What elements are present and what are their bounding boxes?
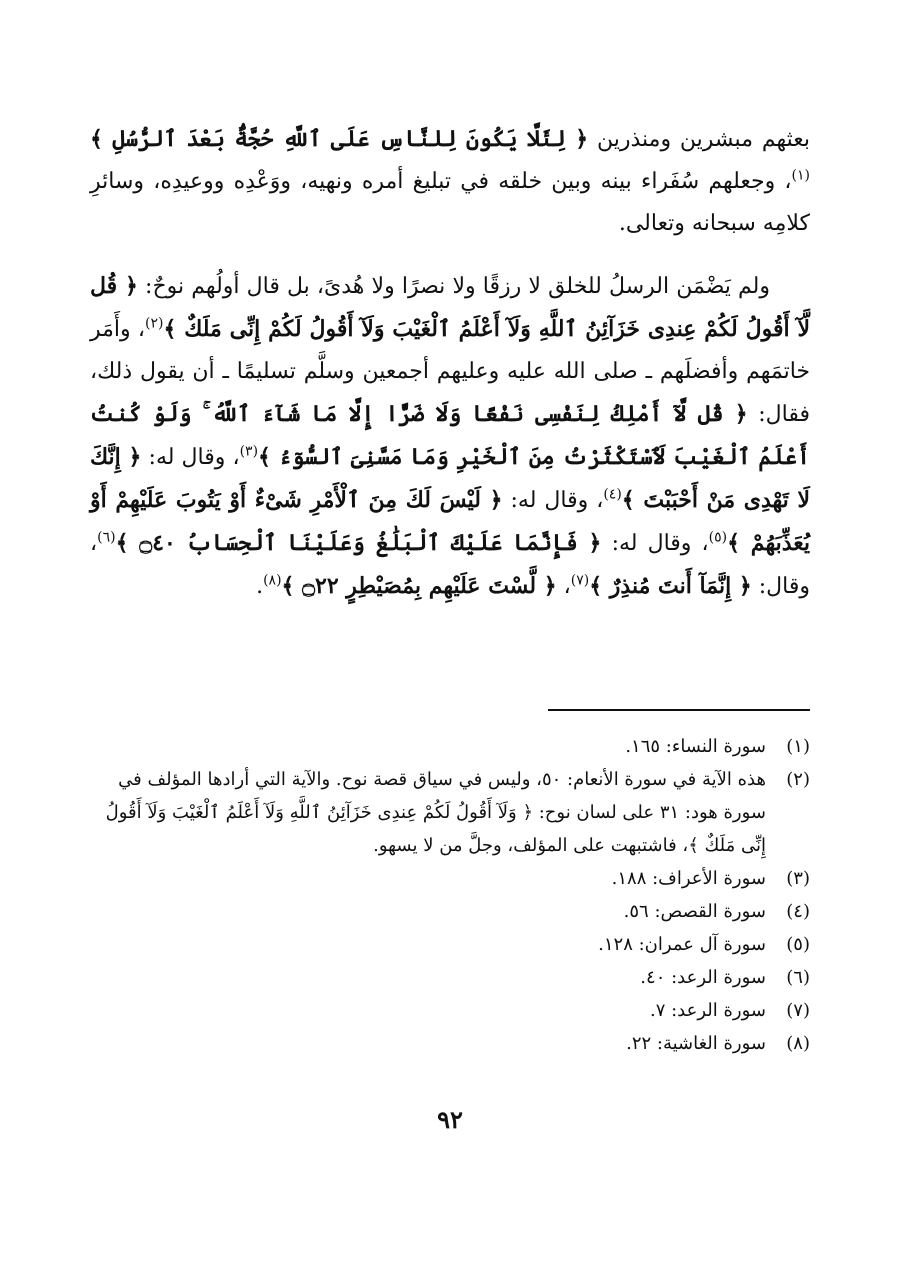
footnote-text: سورة النساء: ١٦٥. — [625, 736, 766, 757]
paragraph-text: ، وقال: — [90, 531, 810, 599]
footnote-ref[interactable]: (٢) — [144, 315, 164, 332]
quran-verse: ﴿ فَإِنَّمَا عَلَيْكَ ٱلْبَلَٰغُ وَعَلَيْنَا ٱلْحِسَابُ ۝٤٠ ﴾ — [115, 530, 602, 556]
footnote-item — [90, 1027, 810, 1060]
footnote-number: (٢) — [786, 769, 810, 790]
quran-verse: ﴿ لَّسْتَ عَلَيْهِم بِمُصَيْطِرٍ ۝٢٢ ﴾ — [281, 573, 557, 599]
paragraph-text: ، وأَمَر خاتمَهم وأفضلَهم ـ صلى الله عليه وعليهم أجمعين وسلَّم تسليمًا ـ أن يقول ذلك، فقال: — [90, 317, 810, 427]
page-number: ٩٢ — [437, 1105, 463, 1134]
footnote-item — [90, 994, 810, 1027]
footnote-divider — [548, 709, 810, 711]
footnote-text: هذه الآية في سورة الأنعام: ٥٠، وليس في سياق قصة نوح. والآية التي أرادها المؤلف في سورة هود: ٣١ على لسان نوح: ﴿ وَلَآ أَقُولُ لَكُمْ عِندِى خَزَآئِنُ ٱللَّهِ وَلَآ أَعْلَمُ ٱلْغَيْبَ وَلَآ أَقُولُ إِنِّى مَلَكٌ ﴾، فاشتبهت على المؤلف، وجلَّ من لا يسهو. — [105, 769, 766, 856]
footnote-number: (٦) — [786, 967, 810, 988]
footnote-number: (٣) — [786, 868, 810, 889]
footnote-ref[interactable]: (٨) — [263, 572, 282, 589]
paragraph-text: ، وقال له: — [141, 445, 240, 470]
footnote-text: سورة الرعد: ٤٠. — [640, 967, 766, 988]
paragraph-text: بعثهم مبشرين ومنذرين — [588, 127, 810, 152]
footnote-text: سورة الأعراف: ١٨٨. — [611, 868, 766, 889]
footnote-item — [90, 730, 810, 763]
footnote-item — [90, 862, 810, 895]
footnote-ref[interactable]: (٤) — [603, 486, 622, 503]
paragraph-1 — [90, 118, 810, 245]
footnotes-list — [90, 730, 810, 1060]
quran-verse: ﴿ لَيْسَ لَكَ مِنَ ٱلْأَمْرِ شَىْءٌ أَوْ يَتُوبَ عَلَيْهِمْ أَوْ يُعَذِّبَهُمْ ﴾ — [90, 487, 810, 556]
paragraph-text: ، — [556, 574, 571, 599]
footnote-item — [90, 961, 810, 994]
paragraph-text: ، وقال له: — [502, 488, 604, 513]
paragraph-text: . — [256, 574, 264, 599]
quran-verse: ﴿ قُل لَّآ أَمْلِكُ لِنَفْسِى نَفْعًا وَلَا ضَرًّا إِلَّا مَا شَآءَ ٱللَّهُ ۚ وَلَوْ كُنتُ أَعْلَمُ ٱلْغَيْبَ لَٱسْتَكْثَرْتُ مِنَ ٱلْخَيْرِ وَمَا مَسَّنِىَ ٱلسُّوٓءُ ﴾ — [90, 401, 810, 470]
footnote-number: (٧) — [786, 1000, 810, 1021]
footnote-ref[interactable]: (٥) — [708, 529, 728, 546]
footnote-item — [90, 928, 810, 961]
footnote-text: سورة آل عمران: ١٢٨. — [598, 934, 766, 955]
footnote-text: سورة الغاشية: ٢٢. — [626, 1033, 766, 1054]
main-text — [90, 118, 810, 628]
footnote-text: سورة القصص: ٥٦. — [623, 901, 766, 922]
quran-verse: ﴿ إِنَّمَآ أَنتَ مُنذِرٌ ﴾ — [589, 573, 752, 599]
footnote-number: (٥) — [786, 934, 810, 955]
footnote-ref[interactable]: (١) — [791, 167, 810, 184]
quran-verse: ﴿ لِئَلَّا يَكُونَ لِلنَّاسِ عَلَى ٱللَّهِ حُجَّةٌۢ بَعْدَ ٱلرُّسُلِ ﴾ — [90, 126, 589, 152]
footnote-number: (٨) — [786, 1033, 810, 1054]
footnote-ref[interactable]: (٧) — [570, 572, 590, 589]
paragraph-text: ، وقال له: — [601, 531, 709, 556]
paragraph-text: ، وجعلهم سُفَراء بينه وبين خلقه في تبليغ أمره ونهيه، ووَعْدِه ووعيدِه، وسائرِ كلامِه سبحانه وتعالى. — [90, 169, 810, 236]
footnote-number: (٤) — [786, 901, 810, 922]
paragraph-2 — [90, 265, 810, 608]
quran-verse: ﴿ قُل لَّآ أَقُولُ لَكُمْ عِندِى خَزَآئِنُ ٱللَّهِ وَلَآ أَعْلَمُ ٱلْغَيْبَ وَلَآ أَقُولُ لَكُمْ إِنِّى مَلَكٌ ﴾ — [90, 273, 810, 342]
quran-verse: ﴿ إِنَّكَ لَا تَهْدِى مَنْ أَحْبَبْتَ ﴾ — [90, 444, 810, 513]
footnote-item — [90, 895, 810, 928]
footnote-item — [90, 763, 810, 862]
footnote-number: (١) — [786, 736, 810, 757]
footnote-ref[interactable]: (٦) — [97, 529, 116, 546]
footnote-ref[interactable]: (٣) — [239, 443, 259, 460]
footnote-text: سورة الرعد: ٧. — [649, 1000, 766, 1021]
paragraph-text: ولم يَضْمَن الرسلُ للخلق لا رزقًا ولا نصرًا ولا هُدىً، بل قال أولُهم نوحٌ: — [137, 274, 771, 299]
